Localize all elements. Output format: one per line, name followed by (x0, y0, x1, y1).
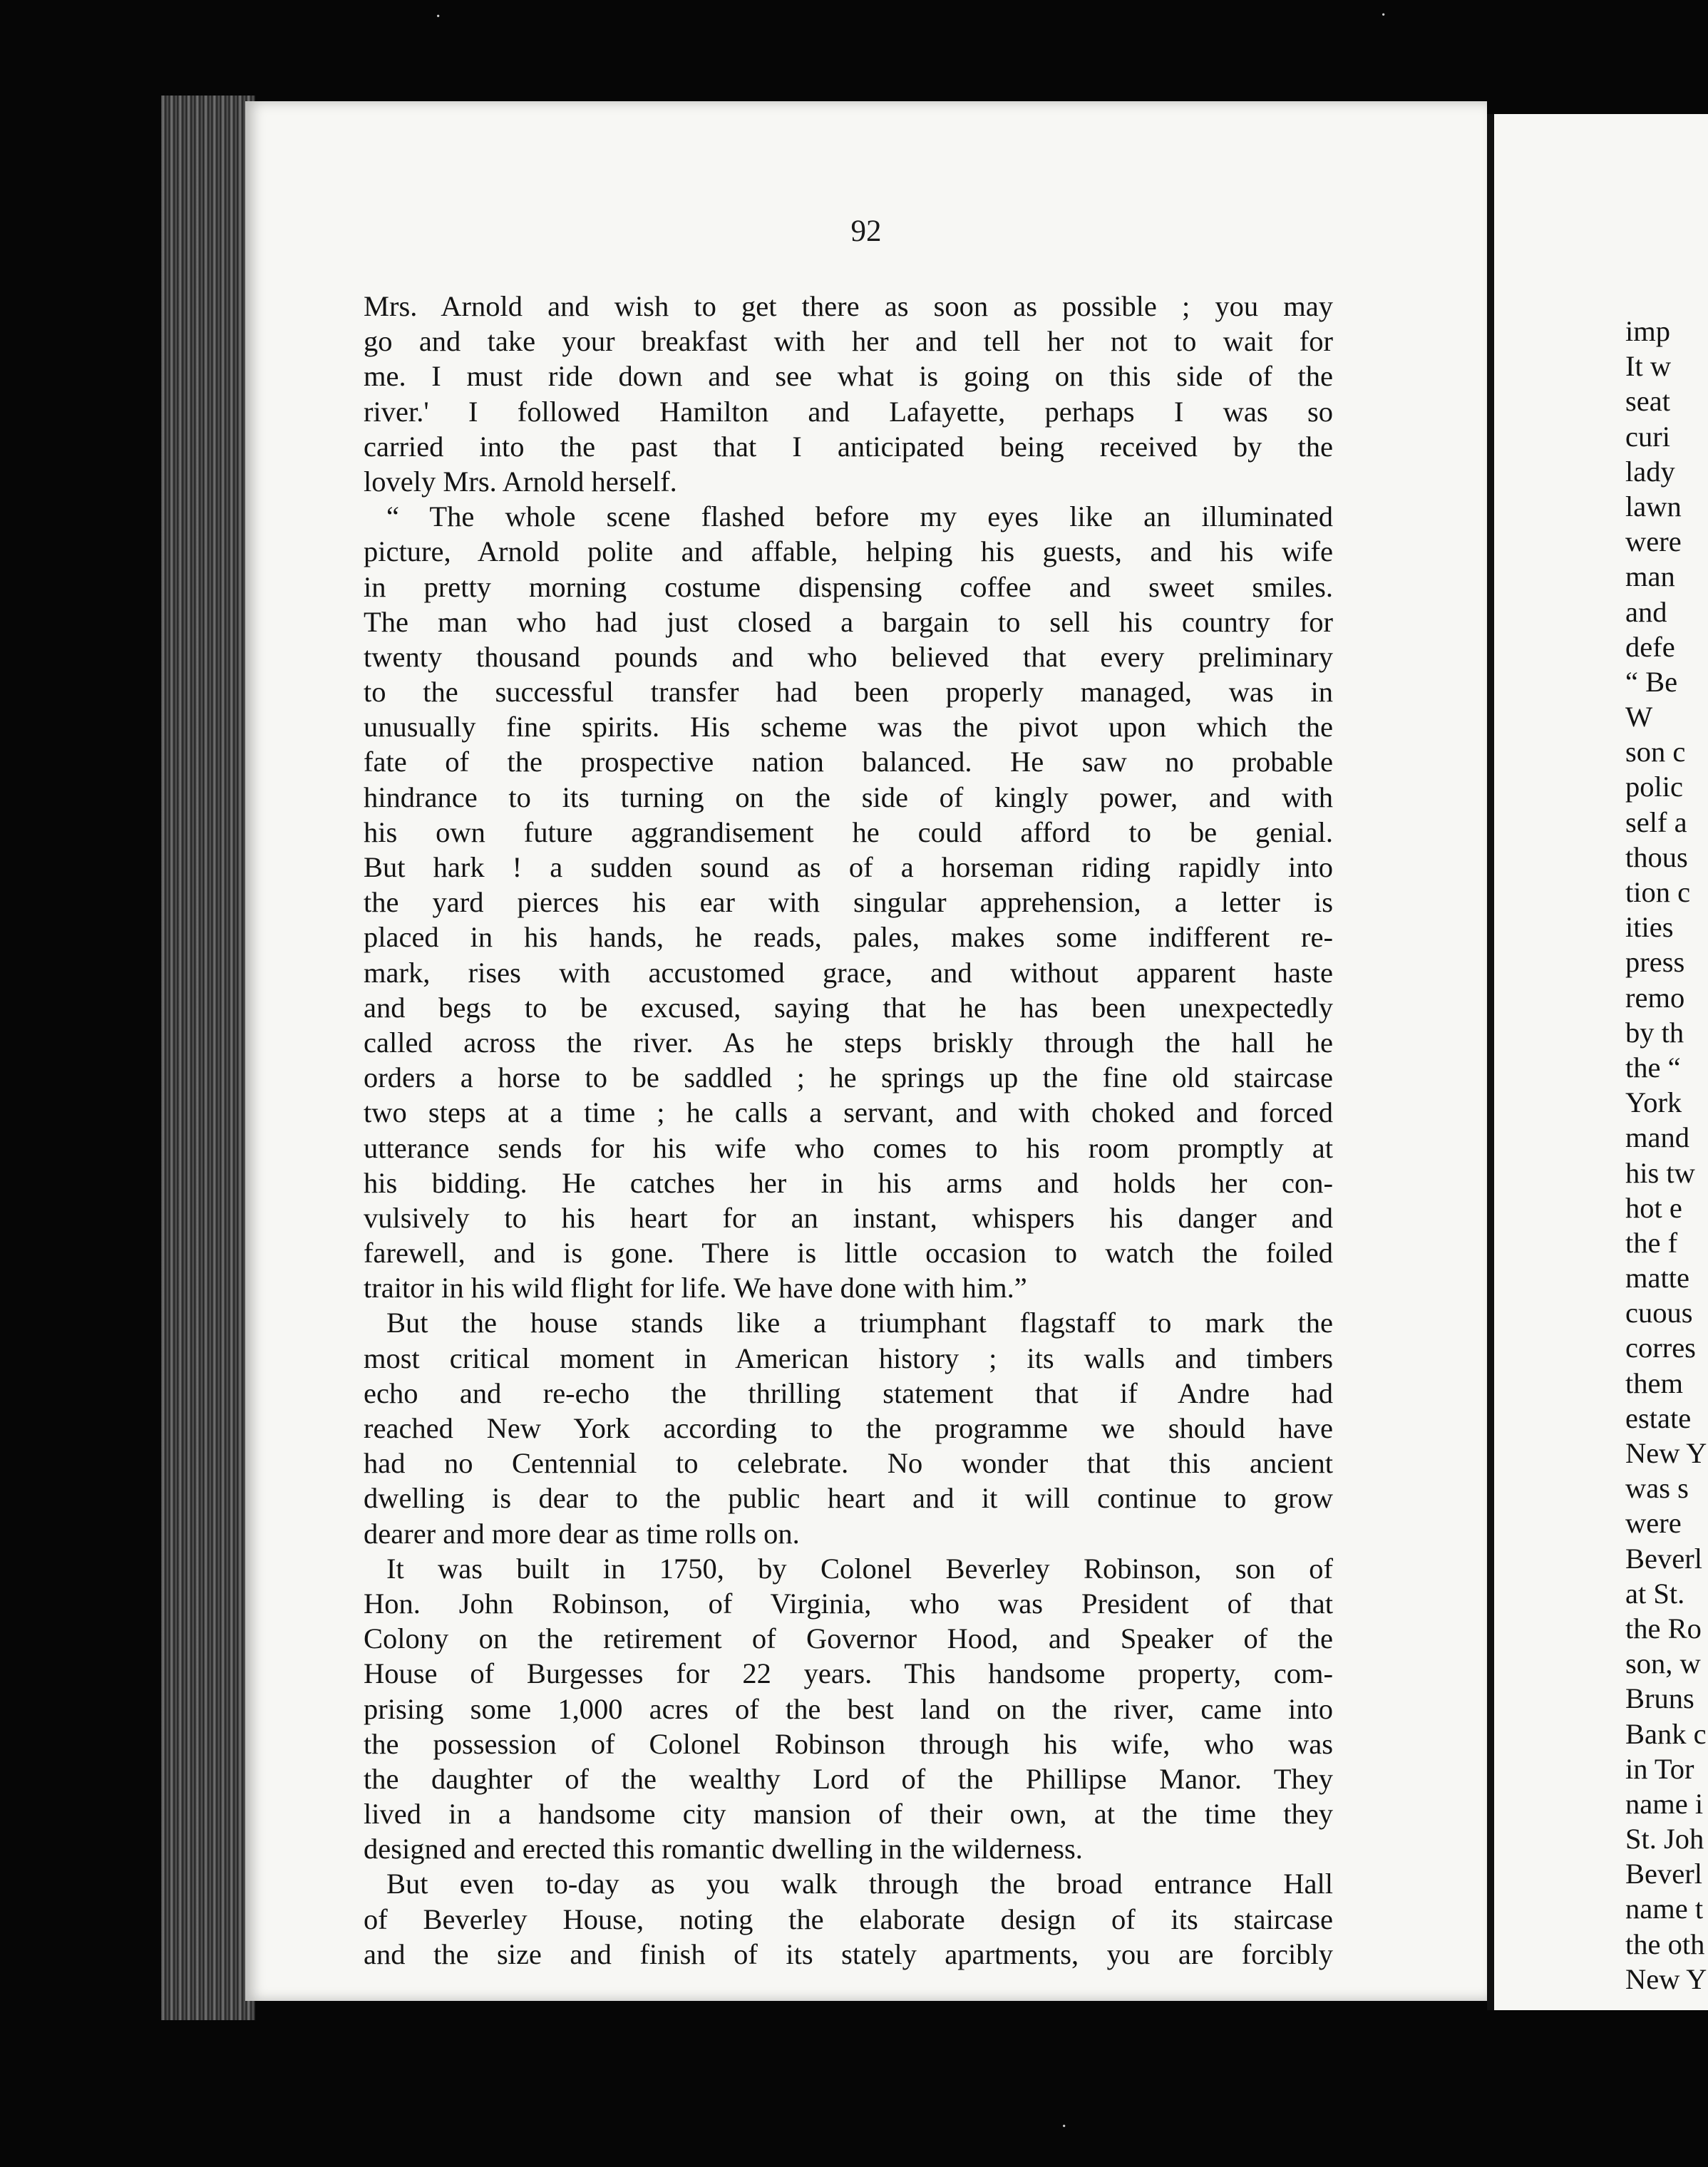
text-line: “ The whole scene flashed before my eyes like an illuminated (386, 500, 1333, 533)
text-line: had no Centennial to celebrate. No wonder that this ancient (364, 1447, 1333, 1480)
text-line: two steps at a time ; he calls a servant, and with choked and forced (364, 1096, 1333, 1129)
text-line: reached New York according to the programme we should have (364, 1412, 1333, 1444)
speck: · (435, 6, 442, 28)
text-line: the yard pierces his ear with singular apprehension, a letter is (364, 886, 1333, 919)
text-line-fragment: at St. (1625, 1577, 1685, 1610)
right-page-text-fragments (1625, 314, 1707, 1997)
text-line: designed and erected this romantic dwelling in the wilderness. (364, 1833, 1083, 1865)
text-line-fragment: St. Joh (1625, 1823, 1704, 1855)
text-line-fragment: York (1625, 1086, 1682, 1119)
text-line-fragment: Beverl (1625, 1858, 1702, 1890)
text-line: dearer and more dear as time rolls on. (364, 1517, 800, 1550)
text-line: dwelling is dear to the public heart and it will continue to grow (364, 1482, 1333, 1515)
text-line: hindrance to its turning on the side of kingly power, and with (364, 781, 1333, 813)
text-line-fragment: in Tor (1625, 1752, 1694, 1785)
text-line: and the size and finish of its stately apartments, you are forcibly (364, 1937, 1333, 1970)
text-line: echo and re-echo the thrilling statement that if Andre had (364, 1376, 1333, 1409)
text-line-fragment: self a (1625, 805, 1687, 838)
text-line: placed in his hands, he reads, pales, makes some indifferent re- (364, 921, 1333, 954)
text-line-fragment: press (1625, 946, 1685, 979)
text-line: But hark ! a sudden sound as of a horseman riding rapidly into (364, 851, 1333, 883)
text-line: It was built in 1750, by Colonel Beverley Robinson, son of (386, 1552, 1333, 1585)
text-line-fragment: them (1625, 1366, 1683, 1399)
text-line-fragment: name i (1625, 1787, 1704, 1820)
text-line: Mrs. Arnold and wish to get there as soon as possible ; you may (364, 290, 1333, 322)
text-line-fragment: Bank c (1625, 1717, 1707, 1750)
speck: · (1380, 4, 1387, 26)
text-line-fragment: remo (1625, 981, 1685, 1014)
text-line: vulsively to his heart for an instant, whispers his danger and (364, 1201, 1333, 1234)
text-line: of Beverley House, noting the elaborate design of its staircase (364, 1903, 1333, 1935)
text-line: prising some 1,000 acres of the best land on the river, came into (364, 1692, 1333, 1725)
text-line: lived in a handsome city mansion of their own, at the time they (364, 1798, 1333, 1831)
text-line-fragment: corres (1625, 1332, 1696, 1364)
text-line-fragment: the f (1625, 1226, 1678, 1259)
text-line: unusually fine spirits. His scheme was the pivot upon which the (364, 711, 1333, 743)
text-line: me. I must ride down and see what is going on this side of the (364, 360, 1333, 393)
text-line-fragment: ities (1625, 911, 1674, 944)
text-line-fragment: the “ (1625, 1051, 1681, 1084)
text-line: picture, Arnold polite and affable, helping his guests, and his wife (364, 535, 1333, 568)
text-line: mark, rises with accustomed grace, and without apparent haste (364, 956, 1333, 989)
text-line-fragment: curi (1625, 420, 1670, 453)
text-line: river.' I followed Hamilton and Lafayette, perhaps I was so (364, 395, 1333, 428)
text-line-fragment: polic (1625, 771, 1683, 803)
text-line: Hon. John Robinson, of Virginia, who was President of that (364, 1587, 1333, 1620)
text-line: to the successful transfer had been properly managed, was in (364, 676, 1333, 709)
text-line-fragment: mand (1625, 1121, 1689, 1154)
text-line: The man who had just closed a bargain to sell his country for (364, 605, 1333, 638)
text-line-fragment: hot e (1625, 1191, 1682, 1224)
text-line-fragment: was s (1625, 1472, 1689, 1505)
text-line-fragment: estate (1625, 1401, 1692, 1434)
text-line-fragment: by th (1625, 1016, 1684, 1049)
page-number: 92 (850, 215, 882, 248)
text-line: lovely Mrs. Arnold herself. (364, 465, 677, 498)
text-line: traitor in his wild flight for life. We have done with him.” (364, 1272, 1027, 1304)
text-line: go and take your breakfast with her and tell her not to wait for (364, 325, 1333, 358)
text-line: most critical moment in American history ; its walls and timbers (364, 1342, 1333, 1374)
text-line-fragment: New Y (1625, 1437, 1707, 1469)
text-line-fragment: and (1625, 595, 1667, 628)
text-line: called across the river. As he steps briskly through the hall he (364, 1026, 1333, 1059)
text-line-fragment: defe (1625, 630, 1675, 663)
speck: · (1061, 2116, 1068, 2138)
left-page-text (364, 289, 1333, 1972)
text-line-fragment: W (1625, 701, 1653, 734)
text-line: Colony on the retirement of Governor Hood, and Speaker of the (364, 1622, 1333, 1655)
text-line: orders a horse to be saddled ; he springs up the fine old staircase (364, 1061, 1333, 1094)
text-line-fragment: matte (1625, 1262, 1689, 1294)
text-line-fragment: name t (1625, 1893, 1704, 1925)
text-line: twenty thousand pounds and who believed that every preliminary (364, 640, 1333, 673)
text-line-fragment: “ Be (1625, 665, 1678, 698)
text-line-fragment: son, w (1625, 1647, 1701, 1680)
text-line: House of Burgesses for 22 years. This handsome property, com- (364, 1657, 1333, 1690)
text-line-fragment: the oth (1625, 1927, 1705, 1960)
text-line-fragment: his tw (1625, 1156, 1695, 1189)
text-line-fragment: New Y (1625, 1962, 1707, 1995)
text-line-fragment: It w (1625, 350, 1672, 383)
text-line-fragment: thous (1625, 840, 1688, 873)
text-line: the daughter of the wealthy Lord of the Phillipse Manor. They (364, 1762, 1333, 1795)
text-line-fragment: tion c (1625, 876, 1691, 908)
text-line: utterance sends for his wife who comes to his room promptly at (364, 1131, 1333, 1164)
text-line: and begs to be excused, saying that he has been unexpectedly (364, 991, 1333, 1024)
book-page-edges (161, 96, 255, 2020)
text-line-fragment: the Ro (1625, 1612, 1702, 1644)
text-line-fragment: imp (1625, 315, 1671, 347)
text-line-fragment: Bruns (1625, 1682, 1694, 1715)
text-line: carried into the past that I anticipated being received by the (364, 430, 1333, 463)
text-line: his own future aggrandisement he could afford to be genial. (364, 815, 1333, 848)
text-line: the possession of Colonel Robinson through his wife, who was (364, 1727, 1333, 1760)
text-line: in pretty morning costume dispensing coffee and sweet smiles. (364, 570, 1333, 603)
text-line-fragment: man (1625, 560, 1675, 593)
text-line-fragment: lady (1625, 455, 1675, 488)
text-line-fragment: were (1625, 525, 1682, 558)
text-line: But the house stands like a triumphant flagstaff to mark the (386, 1307, 1333, 1339)
text-line-fragment: son c (1625, 736, 1686, 768)
text-line: his bidding. He catches her in his arms and holds her con- (364, 1166, 1333, 1199)
text-line-fragment: cuous (1625, 1297, 1693, 1329)
text-line-fragment: were (1625, 1507, 1682, 1540)
text-line-fragment: Beverl (1625, 1542, 1702, 1575)
text-line-fragment: seat (1625, 385, 1670, 418)
text-line: But even to-day as you walk through the broad entrance Hall (386, 1868, 1333, 1900)
text-line: farewell, and is gone. There is little occasion to watch the foiled (364, 1237, 1333, 1270)
text-line-fragment: lawn (1625, 490, 1682, 523)
text-line: fate of the prospective nation balanced. He saw no probable (364, 746, 1333, 778)
